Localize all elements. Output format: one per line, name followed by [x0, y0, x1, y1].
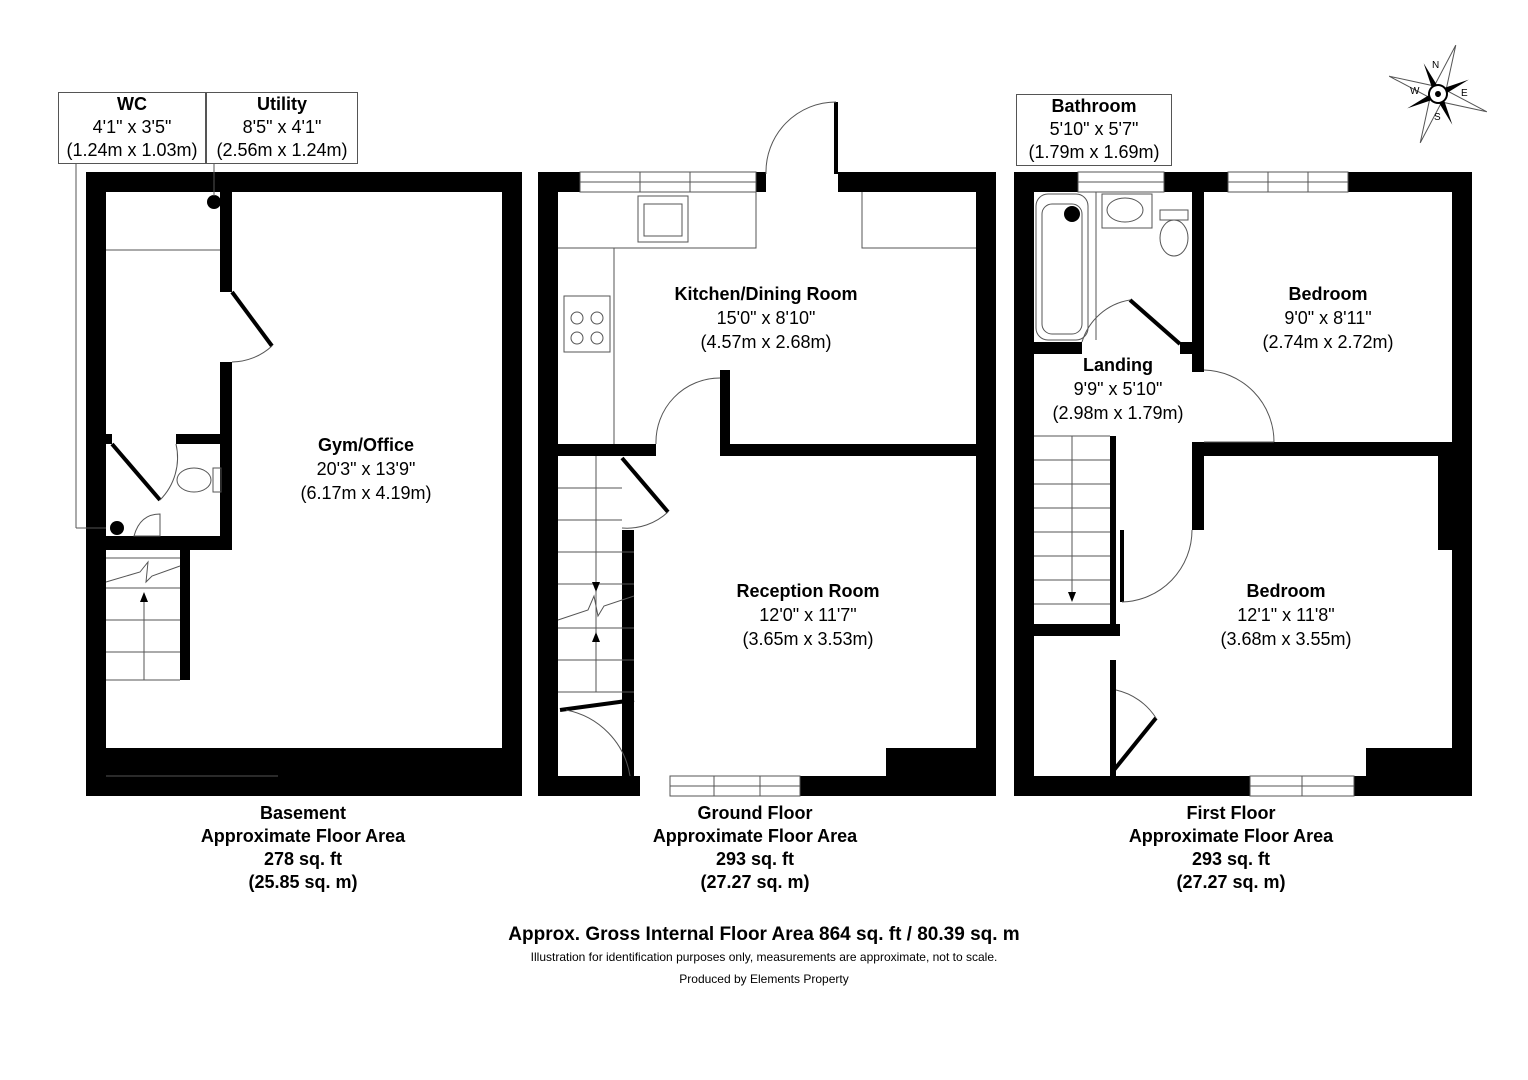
room-name: Kitchen/Dining Room — [674, 284, 858, 304]
first-floor-plan — [1014, 172, 1472, 796]
room-name: Bedroom — [1288, 284, 1368, 304]
room-name: Bedroom — [1246, 581, 1326, 601]
first-floor-caption — [1081, 802, 1381, 894]
room-name: Gym/Office — [317, 435, 415, 455]
kitchen-label — [646, 282, 886, 354]
room-imperial: 15'0" x 8'10" — [716, 308, 816, 328]
bathroom-label — [1016, 94, 1172, 166]
room-metric: (2.56m x 1.24m) — [216, 140, 348, 160]
compass-west-label: W — [1410, 86, 1420, 97]
floor-area-sqm: (27.27 sq. m) — [1176, 872, 1286, 892]
ground-floor-caption — [605, 802, 905, 894]
compass-east-label: E — [1461, 88, 1468, 99]
gross-area-text: Approx. Gross Internal Floor Area 864 sq. ft / 80.39 sq. m — [508, 924, 1020, 945]
floor-area-sqm: (25.85 sq. m) — [248, 872, 358, 892]
floor-name: First Floor — [1186, 803, 1276, 823]
floor-name: Ground Floor — [697, 803, 813, 823]
room-imperial: 9'9" x 5'10" — [1073, 379, 1163, 399]
room-name: Landing — [1083, 355, 1153, 375]
compass-north-label: N — [1432, 60, 1440, 71]
ground-floor-plan — [538, 102, 996, 796]
disclaimer-text: Illustration for identification purposes only, measurements are approximate, not to scale. — [530, 950, 998, 964]
floor-area-sqft: 278 sq. ft — [263, 849, 343, 869]
landing-label — [1038, 353, 1198, 425]
room-imperial: 12'1" x 11'8" — [1237, 605, 1335, 625]
room-name: Reception Room — [736, 581, 880, 601]
room-imperial: 5'10" x 5'7" — [1049, 119, 1139, 139]
floor-area-sqm: (27.27 sq. m) — [700, 872, 810, 892]
room-imperial: 8'5" x 4'1" — [242, 117, 322, 137]
room-imperial: 20'3" x 13'9" — [316, 459, 416, 479]
room-metric: (3.68m x 3.55m) — [1220, 629, 1352, 649]
compass-south-label: S — [1434, 112, 1441, 123]
floor-area-sqft: 293 sq. ft — [1191, 849, 1271, 869]
floor-area-label: Approximate Floor Area — [200, 826, 406, 846]
room-metric: (6.17m x 4.19m) — [300, 483, 432, 503]
room-metric: (4.57m x 2.68m) — [700, 332, 832, 352]
floor-area-label: Approximate Floor Area — [1128, 826, 1334, 846]
floor-name: Basement — [259, 803, 347, 823]
utility-label — [206, 92, 358, 164]
compass-rose — [1371, 27, 1504, 160]
room-imperial: 4'1" x 3'5" — [92, 117, 172, 137]
room-name: WC — [117, 94, 147, 114]
room-metric: (3.65m x 3.53m) — [742, 629, 874, 649]
wc-label — [58, 92, 206, 164]
reception-label — [708, 579, 908, 651]
bedroom-1-label — [1246, 282, 1410, 354]
basement-caption — [153, 802, 453, 894]
floor-area-sqft: 293 sq. ft — [715, 849, 795, 869]
room-imperial: 12'0" x 11'7" — [759, 605, 857, 625]
producer-text: Produced by Elements Property — [679, 972, 849, 986]
gym-office-label — [266, 433, 466, 505]
room-metric: (1.79m x 1.69m) — [1028, 142, 1160, 162]
room-metric: (2.74m x 2.72m) — [1262, 332, 1394, 352]
room-metric: (2.98m x 1.79m) — [1052, 403, 1184, 423]
room-name: Utility — [256, 94, 307, 114]
bedroom-2-label — [1204, 579, 1368, 651]
room-metric: (1.24m x 1.03m) — [66, 140, 198, 160]
room-name: Bathroom — [1051, 96, 1137, 116]
floor-area-label: Approximate Floor Area — [652, 826, 858, 846]
room-imperial: 9'0" x 8'11" — [1284, 308, 1372, 328]
